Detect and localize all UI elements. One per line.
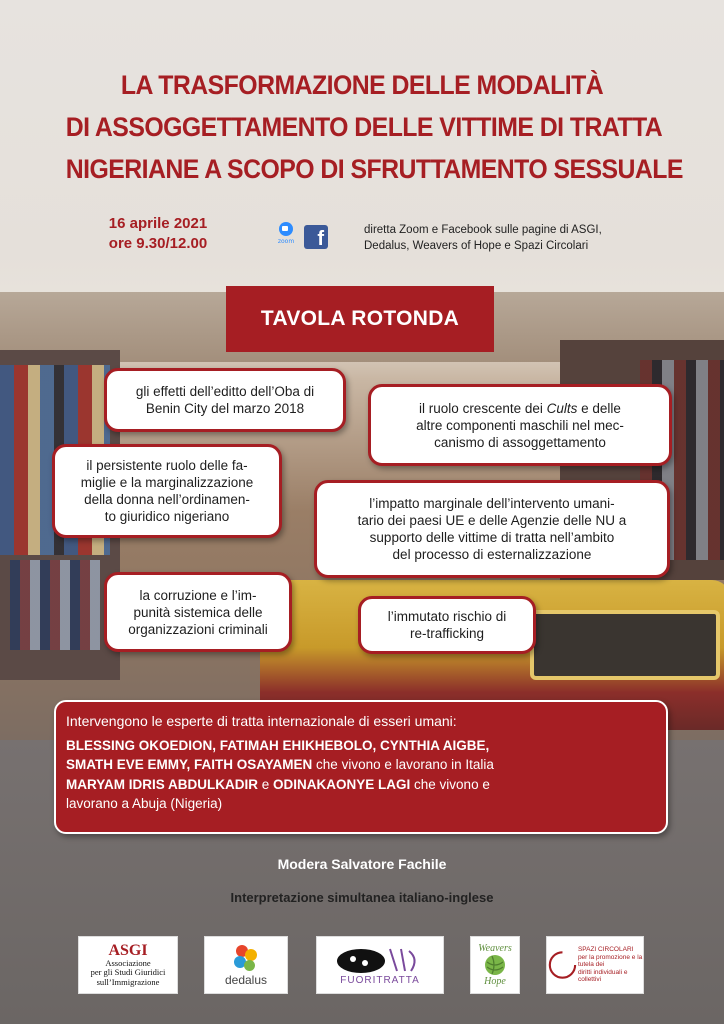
platform-icons bbox=[276, 222, 328, 252]
moderator: Modera Salvatore Fachile bbox=[277, 856, 447, 872]
title-line: NIGERIANE A SCOPO DI SFRUTTAMENTO SESSUALE bbox=[65, 154, 683, 184]
topic-line: to giuridico nigeriano bbox=[104, 509, 230, 524]
dedalus-logo-text: dedalus bbox=[224, 973, 268, 987]
interpretation-note: Interpretazione simultanea italiano-inglese bbox=[230, 890, 494, 905]
fuoritratta-mark-icon bbox=[335, 945, 425, 975]
dedalus-logo bbox=[204, 936, 288, 994]
asgi-logo-title: ASGI bbox=[108, 941, 148, 959]
topic-line: l’impatto marginale dell’intervento umani- bbox=[369, 496, 615, 511]
topic-line: della donna nell’ordinamen- bbox=[84, 492, 250, 507]
speaker-names: SMATH EVE EMMY, FAITH OSAYAMEN bbox=[66, 757, 313, 772]
speakers-box bbox=[54, 700, 668, 834]
event-date: 16 aprile 2021 bbox=[108, 215, 208, 232]
event-time: ore 9.30/12.00 bbox=[108, 235, 208, 252]
topic-line: gli effetti dell’editto dell’Oba di bbox=[135, 384, 315, 399]
dedalus-mark-icon bbox=[232, 943, 260, 973]
topic-line: il persistente ruolo delle fa- bbox=[86, 458, 248, 473]
speaker-names: BLESSING OKOEDION, FATIMAH EHIKHEBOLO, CYNTHIA AIGBE, bbox=[66, 737, 490, 753]
topic-bubble-oba-edict bbox=[104, 368, 346, 432]
topic-line: del processo di esternalizzazione bbox=[392, 547, 592, 562]
round-table-banner: TAVOLA ROTONDA bbox=[226, 286, 494, 352]
asgi-logo-subtitle: sull’Immigrazione bbox=[96, 976, 160, 987]
speaker-location: lavorano a Abuja (Nigeria) bbox=[66, 796, 223, 811]
speaker-location: che vivono e lavorano in Italia bbox=[312, 757, 494, 772]
speaker-location: che vivono e bbox=[410, 776, 490, 792]
speaker-names: MARYAM IDRIS ABDULKADIR bbox=[66, 776, 258, 792]
yarn-ball-icon bbox=[484, 954, 506, 976]
topic-bubble-corruption bbox=[104, 572, 292, 652]
weavers-logo-text: Hope bbox=[484, 976, 506, 987]
title-line: LA TRASFORMAZIONE DELLE MODALITÀ bbox=[120, 70, 604, 100]
topic-line: tario dei paesi UE e delle Agenzie delle NU a bbox=[357, 513, 627, 528]
topic-line: il ruolo crescente dei bbox=[419, 400, 547, 416]
topic-bubble-retrafficking bbox=[358, 596, 536, 654]
bg-hanging-clothes bbox=[10, 560, 100, 650]
circle-mark-icon bbox=[547, 943, 578, 987]
fuoritratta-logo-text: FUORITRATTA bbox=[340, 974, 420, 986]
asgi-logo-subtitle: Associazione bbox=[105, 957, 151, 968]
topic-bubble-humanitarian bbox=[314, 480, 670, 578]
topic-line: la corruzione e l’im- bbox=[139, 587, 257, 603]
title-line: DI ASSOGGETTAMENTO DELLE VITTIME DI TRATTA bbox=[65, 112, 663, 142]
topic-bubble-cults bbox=[368, 384, 672, 466]
streaming-line: Dedalus, Weavers of Hope e Spazi Circolari bbox=[364, 240, 589, 252]
topic-line: altre componenti maschili nel mec- bbox=[416, 417, 624, 433]
weavers-logo-text: Weavers bbox=[478, 943, 512, 954]
topic-line: l’immutato rischio di bbox=[387, 609, 507, 624]
event-title bbox=[65, 64, 683, 190]
asgi-logo bbox=[78, 936, 178, 994]
spazi-circolari-logo bbox=[546, 936, 644, 994]
topic-line: canismo di assoggettamento bbox=[434, 434, 606, 450]
streaming-info bbox=[364, 222, 664, 254]
speaker-conjunction: e bbox=[258, 776, 274, 792]
zoom-icon bbox=[276, 222, 296, 252]
spazi-logo-text: diritti individuali e collettivi bbox=[577, 968, 628, 984]
zoom-label: zoom bbox=[277, 238, 295, 245]
facebook-icon: f bbox=[304, 225, 328, 249]
topic-line: e delle bbox=[577, 400, 621, 416]
speaker-names: ODINAKAONYE LAGI bbox=[273, 776, 411, 792]
topic-emphasis: Cults bbox=[546, 400, 578, 416]
topic-line: miglie e la marginalizzazione bbox=[80, 475, 254, 490]
weavers-of-hope-logo bbox=[470, 936, 520, 994]
topic-bubble-families bbox=[52, 444, 282, 538]
bg-bus-window bbox=[530, 610, 720, 680]
asgi-logo-subtitle: per gli Studi Giuridici bbox=[90, 967, 166, 978]
speakers-intro: Intervengono le esperte di tratta internazionale di esseri umani: bbox=[66, 713, 457, 729]
topic-line: Benin City del marzo 2018 bbox=[145, 401, 305, 416]
event-datetime bbox=[88, 214, 228, 254]
topic-line: re-trafficking bbox=[409, 626, 484, 641]
partner-logos bbox=[0, 934, 724, 996]
topic-line: supporto delle vittime di tratta nell’ambito bbox=[369, 530, 615, 545]
streaming-line: diretta Zoom e Facebook sulle pagine di ASGI, bbox=[364, 224, 602, 236]
spazi-logo-text: SPAZI CIRCOLARI bbox=[577, 946, 634, 954]
topic-line: punità sistemica delle bbox=[133, 604, 263, 620]
fuoritratta-logo bbox=[316, 936, 444, 994]
spazi-logo-text: per la promozione e la tutela dei bbox=[577, 953, 643, 969]
topic-line: organizzazioni criminali bbox=[128, 621, 268, 637]
